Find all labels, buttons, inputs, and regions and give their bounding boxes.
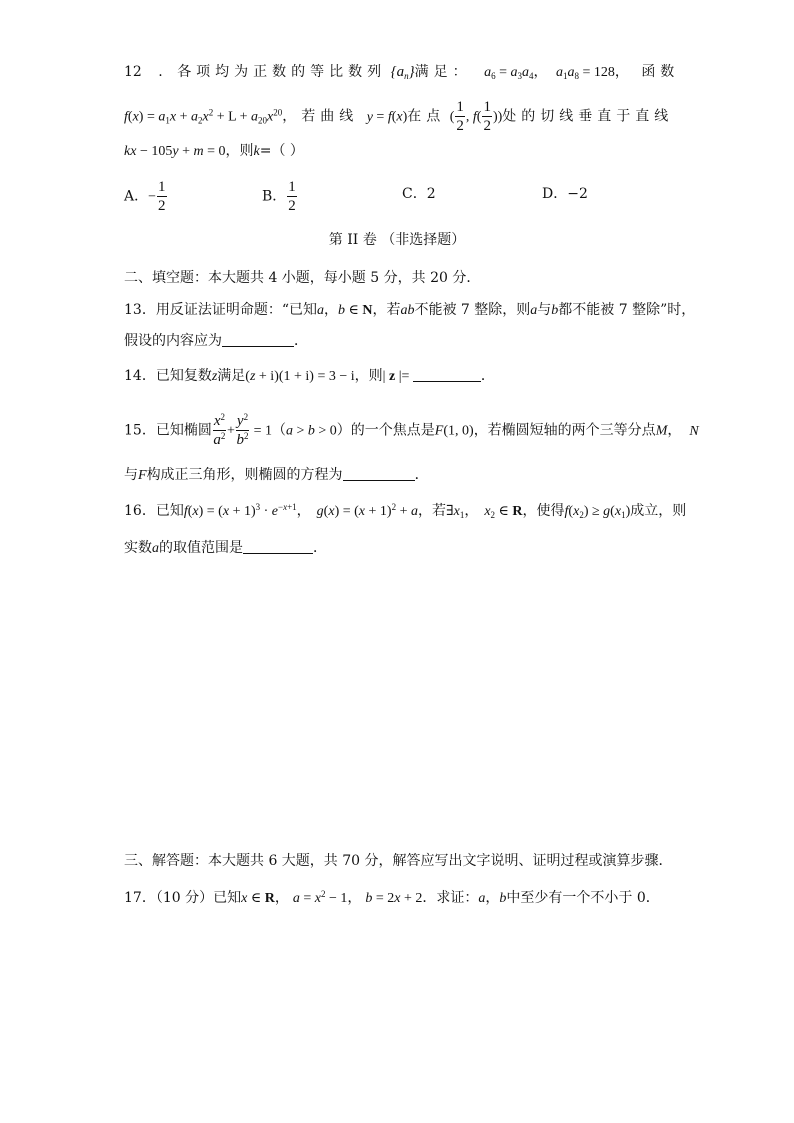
section2-title: 第 II 卷 （非选择题） (328, 232, 466, 248)
q12-option-a[interactable]: A．− $\frac{1}{2}$ (124, 179, 166, 214)
q12-line-1: 12 . 各项均为正数的等比数列 $\{a_n\}$满足： $a_6 = a_3a_4$， $a_1a_8 = 128$， 函数 (124, 64, 680, 81)
q12-line-2: $f(x) = a_1x + a_2x^2 + L + a_{20}x^{20}$，若曲线 y = f(x)在点 ( $\frac{1}{2}$ , f( $\frac{1}{2}$ ))处的切线垂直于直线 (124, 99, 674, 134)
section3-header: 三、解答题：本大题共 6 大题，共 70 分，解答应写出文字说明、证明过程或演算步骤． (124, 853, 673, 869)
q13-answer-blank[interactable] (222, 332, 294, 347)
q12-option-d[interactable]: D．−2 (542, 186, 588, 202)
q16-answer-blank[interactable] (243, 539, 313, 554)
q15-line-1: 15．已知椭圆 $\frac{x^2}{a^2}$ + $\frac{y^2}{b^2}$ = 1（a > b > 0）的一个焦点是F(1, 0)，若椭圆短轴的两个三等分点M， N (124, 412, 699, 448)
fill-in-header: 二、填空题：本大题共 4 小题，每小题 5 分，共 20 分． (124, 270, 481, 286)
q12-option-b[interactable]: B． $\frac{1}{2}$ (262, 179, 296, 214)
q16-line-2: 实数a的取值范围是 ． (124, 540, 327, 556)
q12-option-c[interactable]: C．2 (402, 186, 436, 202)
q12-number: 12 (124, 64, 142, 80)
q17-line: 17．（10 分）已知x ∈ R， $a = x^2 - 1$， b = 2x + 2．求证：a，b中至少有一个不小于 0． (124, 889, 660, 906)
q15-answer-blank[interactable] (343, 466, 415, 481)
q14-answer-blank[interactable] (413, 367, 481, 382)
q16-line-1: 16．已知$f(x) = (x + 1)^3 \cdot e^{-x+1}$， $g(x) = (x + 1)^2 + a$，若$\exists x_1$， $x_2$ ∈ R，使得$f(x_2) \ge g(x_1)$成立，则 (124, 502, 687, 520)
q12-line-3: kx − 105y + m = 0，则k=（ ） (124, 143, 304, 159)
q13-line-1: 13．用反证法证明命题：“已知a，b ∈ N，若ab不能被 7 整除，则a与b都不能被 7 整除”时， (124, 302, 696, 318)
q14-line: 14．已知复数z满足(z + i)(1 + i) = 3 − i，则| z |= ． (124, 368, 495, 384)
q15-line-2: 与F构成正三角形，则椭圆的方程为 ． (124, 467, 429, 483)
q12-stem: 各项均为正数的等比数列 (177, 64, 387, 80)
q13-line-2: 假设的内容应为 ． (124, 333, 308, 349)
